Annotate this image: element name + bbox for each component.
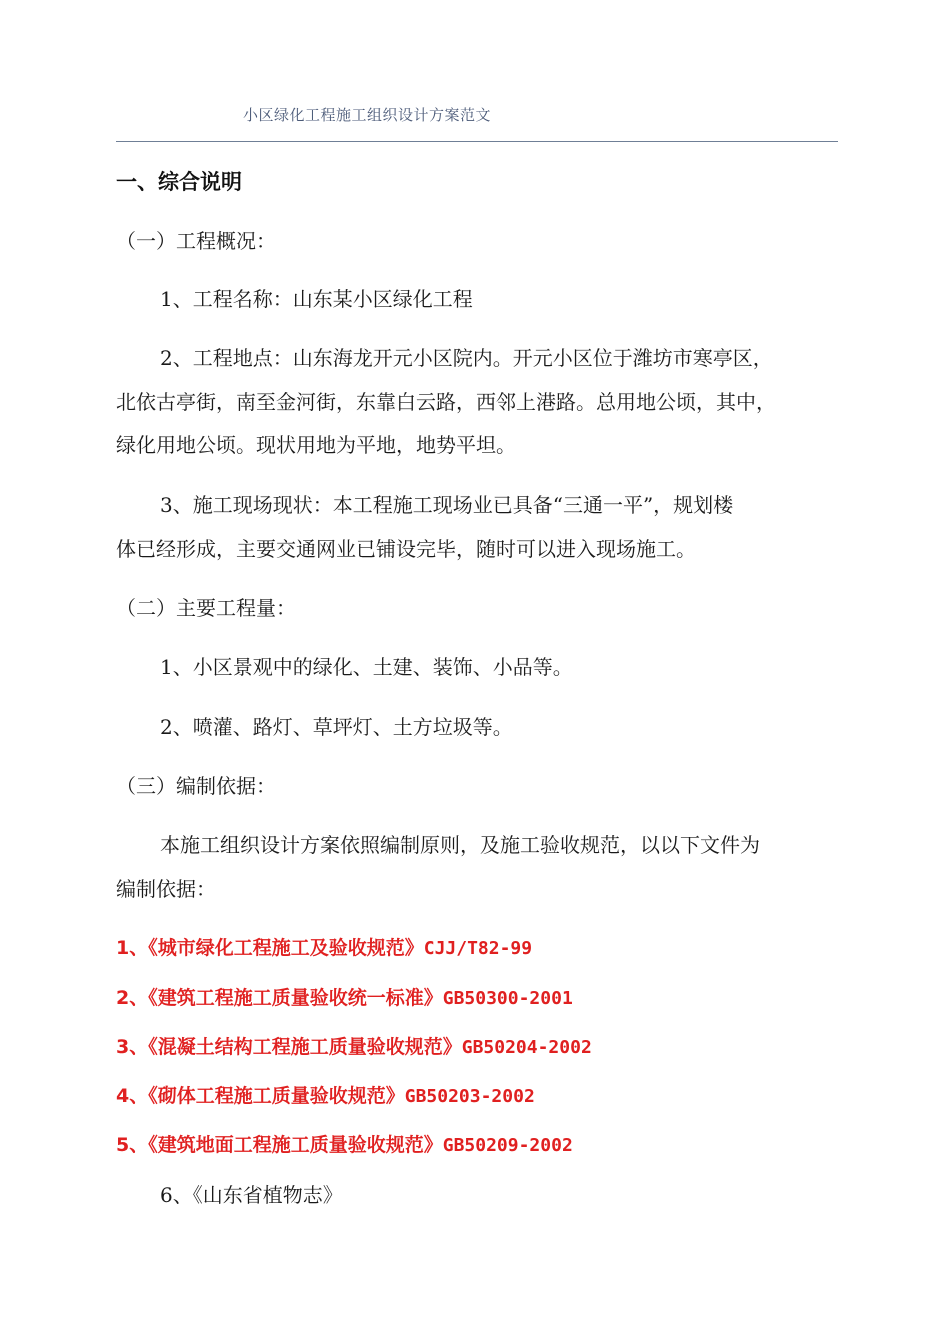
basis-intro-line1: 本施工组织设计方案依照编制原则，及施工验收规范，以以下文件为 [160,833,760,857]
reference-title: 2、《建筑工程施工质量验收统一标准》 [116,987,443,1009]
project-location-line2: 北依古亭街，南至金河街，东靠白云路，西邻上港路。总用地公顷，其中， [116,390,776,414]
site-status-line2: 体已经形成，主要交通网业已铺设完毕，随时可以进入现场施工。 [116,537,696,561]
section-heading: 一、综合说明 [116,170,242,194]
reference-title: 4、《砌体工程施工质量验收规范》 [116,1085,405,1107]
reference-code: GB50204-2002 [461,1037,592,1058]
subsection-heading-quantities: （二）主要工程量： [116,596,296,620]
header-rule [116,141,838,142]
reference-item [116,986,573,1011]
subsection-heading-basis: （三）编制依据： [116,774,276,798]
reference-item [116,1035,592,1060]
project-name: 1、工程名称：山东某小区绿化工程 [160,287,473,311]
reference-title: 1、《城市绿化工程施工及验收规范》 [116,937,424,959]
project-location-line1: 2、工程地点：山东海龙开元小区院内。开元小区位于潍坊市寒亭区， [160,346,773,370]
project-location-line3: 绿化用地公顷。现状用地为平地，地势平坦。 [116,433,516,457]
site-status-line1: 3、施工现场现状：本工程施工现场业已具备“三通一平”，规划楼 [160,493,734,517]
reference-item [116,1084,535,1109]
reference-item [116,936,532,961]
quantity-item: 1、小区景观中的绿化、土建、装饰、小品等。 [160,655,573,679]
reference-item [116,1133,573,1158]
reference-title: 5、《建筑地面工程施工质量验收规范》 [116,1134,443,1156]
reference-item-plain: 6、《山东省植物志》 [160,1183,343,1207]
basis-intro-line2: 编制依据： [116,877,216,901]
reference-code: CJJ/T82-99 [423,938,533,959]
reference-title: 3、《混凝土结构工程施工质量验收规范》 [116,1036,462,1058]
reference-code: GB50300-2001 [442,988,573,1009]
page-header-title: 小区绿化工程施工组织设计方案范文 [243,106,492,124]
subsection-heading-overview: （一）工程概况： [116,229,276,253]
reference-code: GB50203-2002 [404,1086,535,1107]
reference-code: GB50209-2002 [442,1135,573,1156]
quantity-item: 2、喷灌、路灯、草坪灯、土方垃圾等。 [160,715,513,739]
